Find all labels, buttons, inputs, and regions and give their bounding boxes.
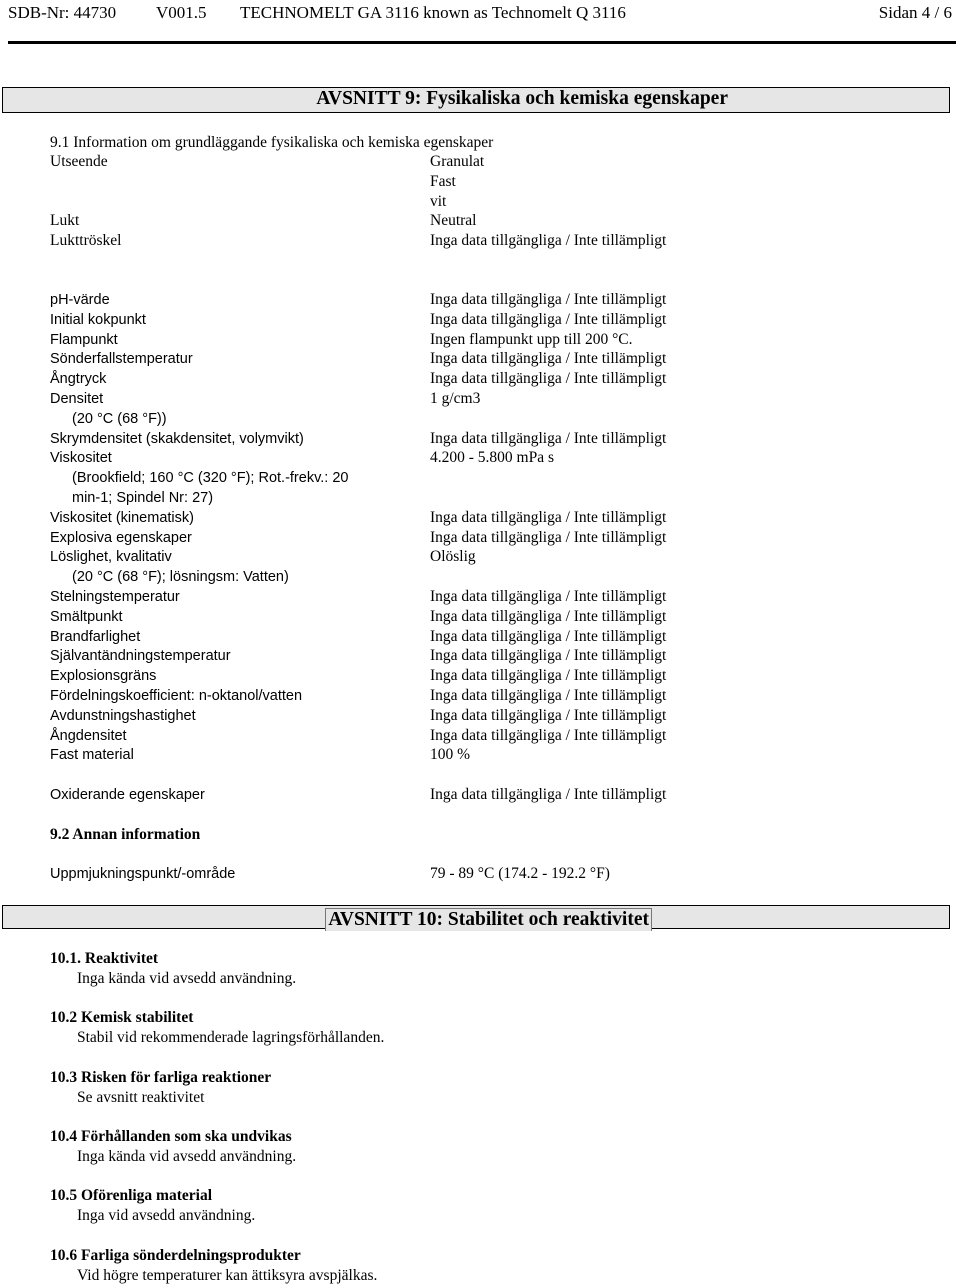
property-row xyxy=(0,468,960,488)
property-row-value: Inga data tillgängliga / Inte tillämpligt xyxy=(430,726,667,744)
property-row xyxy=(0,686,960,706)
property-row-label: Sönderfallstemperatur xyxy=(50,351,193,368)
property-row xyxy=(0,607,960,627)
appearance-row xyxy=(0,231,960,251)
appearance-row-value: Neutral xyxy=(430,212,477,230)
oxidizing-row xyxy=(0,785,960,805)
appearance-row xyxy=(0,172,960,192)
header-rule xyxy=(8,41,956,44)
appearance-row-label: Lukttröskel xyxy=(50,232,122,250)
appearance-row xyxy=(0,192,960,212)
oxidizing-label: Oxiderande egenskaper xyxy=(50,787,205,803)
property-row-value: Inga data tillgängliga / Inte tillämpligt xyxy=(430,647,667,665)
property-row-label: Skrymdensitet (skakdensitet, volymvikt) xyxy=(50,430,304,447)
property-row-value: Inga data tillgängliga / Inte tillämpligt xyxy=(430,588,667,605)
version: V001.5 xyxy=(156,3,207,22)
property-row-label: Flampunkt xyxy=(50,331,118,348)
section-10-text: Stabil vid rekommenderade lagringsförhållanden. xyxy=(77,1029,385,1047)
section-10-text: Inga vid avsedd användning. xyxy=(77,1207,256,1225)
section-10-heading: 10.1. Reaktivitet xyxy=(50,950,159,967)
property-row-label: Fördelningskoefficient: n-oktanol/vatten xyxy=(50,688,303,704)
property-row-value: Inga data tillgängliga / Inte tillämpligt xyxy=(430,528,667,546)
property-row-label: (20 °C (68 °F); lösningsm: Vatten) xyxy=(72,569,289,586)
property-row-value: Inga data tillgängliga / Inte tillämpligt xyxy=(430,429,667,447)
property-row xyxy=(0,488,960,508)
property-row-value: 100 % xyxy=(430,746,471,764)
property-row-label: Ångtryck xyxy=(50,371,107,388)
subsection-9-1-title: 9.1 Information om grundläggande fysikaliska och kemiska egenskaper xyxy=(50,134,494,151)
property-row xyxy=(0,310,960,330)
section-10-heading: 10.5 Oförenliga material xyxy=(50,1187,213,1205)
property-row xyxy=(0,646,960,666)
property-row xyxy=(0,290,960,310)
page-header xyxy=(8,3,952,29)
appearance-row-label: Lukt xyxy=(50,212,80,230)
property-row-label: Initial kokpunkt xyxy=(50,311,146,328)
softening-row xyxy=(0,864,960,884)
property-row-value: Inga data tillgängliga / Inte tillämpligt xyxy=(430,627,667,645)
property-row xyxy=(0,726,960,746)
property-row xyxy=(0,389,960,409)
oxidizing-value: Inga data tillgängliga / Inte tillämpligt xyxy=(430,786,667,803)
property-row-label: (20 °C (68 °F)) xyxy=(72,410,167,427)
property-row xyxy=(0,508,960,528)
property-row-label: Viskositet (kinematisk) xyxy=(50,509,194,526)
property-row-value: Inga data tillgängliga / Inte tillämpligt xyxy=(430,607,667,625)
property-row-label: Explosiva egenskaper xyxy=(50,529,192,546)
property-row-label: Stelningstemperatur xyxy=(50,589,180,605)
property-row-label: (Brookfield; 160 °C (320 °F); Rot.-frekv.: 20 xyxy=(72,470,349,487)
section-10-text: Inga kända vid avsedd användning. xyxy=(77,1147,297,1165)
softening-value: 79 - 89 °C (174.2 - 192.2 °F) xyxy=(430,865,610,882)
property-row-value: Olöslig xyxy=(430,548,476,566)
appearance-row-value: Fast xyxy=(430,172,456,190)
property-row-value: 1 g/cm3 xyxy=(430,390,481,407)
property-row-label: Explosionsgräns xyxy=(50,668,157,685)
property-row xyxy=(0,587,960,607)
property-row xyxy=(0,409,960,429)
section-10-heading: 10.6 Farliga sönderdelningsprodukter xyxy=(50,1246,301,1264)
product-name: TECHNOMELT GA 3116 known as Technomelt Q 3116 xyxy=(240,3,626,22)
property-row-label: Brandfarlighet xyxy=(50,628,141,645)
softening-label: Uppmjukningspunkt/-område xyxy=(50,866,236,882)
page-number: Sidan 4 / 6 xyxy=(878,3,952,22)
property-row xyxy=(0,330,960,350)
property-row xyxy=(0,567,960,587)
section-10-text: Se avsnitt reaktivitet xyxy=(77,1088,205,1106)
property-row xyxy=(0,429,960,449)
property-row-value: Inga data tillgängliga / Inte tillämpligt xyxy=(430,350,667,368)
subsection-9-2-title: 9.2 Annan information xyxy=(50,826,201,843)
section-10-title: AVSNITT 10: Stabilitet och reaktivitet xyxy=(325,908,652,931)
property-row-value: Inga data tillgängliga / Inte tillämpligt xyxy=(430,291,667,308)
appearance-row xyxy=(0,152,960,172)
property-row xyxy=(0,666,960,686)
appearance-row-value: Granulat xyxy=(430,153,485,170)
property-row-value: Inga data tillgängliga / Inte tillämpligt xyxy=(430,508,667,526)
property-row-label: min-1; Spindel Nr: 27) xyxy=(72,490,214,506)
property-row-value: Inga data tillgängliga / Inte tillämpligt xyxy=(430,370,667,388)
property-row xyxy=(0,627,960,647)
property-row-label: Självantändningstemperatur xyxy=(50,648,231,665)
property-row-label: Ångdensitet xyxy=(50,727,127,744)
property-row xyxy=(0,547,960,567)
property-row xyxy=(0,349,960,369)
property-row-value: Inga data tillgängliga / Inte tillämpligt xyxy=(430,706,667,724)
section-10-text: Inga kända vid avsedd användning. xyxy=(77,970,297,987)
appearance-row xyxy=(0,211,960,231)
property-row xyxy=(0,528,960,548)
property-row-label: Fast material xyxy=(50,747,134,764)
section-9-header xyxy=(2,87,950,113)
appearance-row-value: Inga data tillgängliga / Inte tillämpligt xyxy=(430,232,667,250)
property-row-value: 4.200 - 5.800 mPa s xyxy=(430,449,554,467)
property-row-label: Löslighet, kvalitativ xyxy=(50,549,172,566)
property-row-label: Avdunstningshastighet xyxy=(50,707,196,724)
sdb-number: SDB-Nr: 44730 xyxy=(8,3,117,22)
property-row-label: Densitet xyxy=(50,391,104,407)
property-row-value: Ingen flampunkt upp till 200 °C. xyxy=(430,330,633,348)
property-row-value: Inga data tillgängliga / Inte tillämpligt xyxy=(430,310,667,328)
section-10-heading: 10.4 Förhållanden som ska undvikas xyxy=(50,1127,292,1145)
property-row-label: Viskositet xyxy=(50,450,112,467)
property-row xyxy=(0,706,960,726)
section-10-header xyxy=(2,905,950,929)
property-row xyxy=(0,369,960,389)
property-row-value: Inga data tillgängliga / Inte tillämpligt xyxy=(430,667,667,685)
section-10-heading: 10.3 Risken för farliga reaktioner xyxy=(50,1068,272,1086)
section-10-heading: 10.2 Kemisk stabilitet xyxy=(50,1009,194,1027)
property-row xyxy=(0,745,960,765)
property-row-label: pH-värde xyxy=(50,292,110,308)
property-row-label: Smältpunkt xyxy=(50,608,123,625)
appearance-row-value: vit xyxy=(430,192,447,210)
section-9-title: AVSNITT 9: Fysikaliska och kemiska egenskaper xyxy=(316,88,728,109)
property-row-value: Inga data tillgängliga / Inte tillämpligt xyxy=(430,687,667,704)
appearance-row-label: Utseende xyxy=(50,153,108,170)
section-10-text: Vid högre temperaturer kan ättiksyra avspjälkas. xyxy=(77,1266,378,1284)
property-row xyxy=(0,448,960,468)
